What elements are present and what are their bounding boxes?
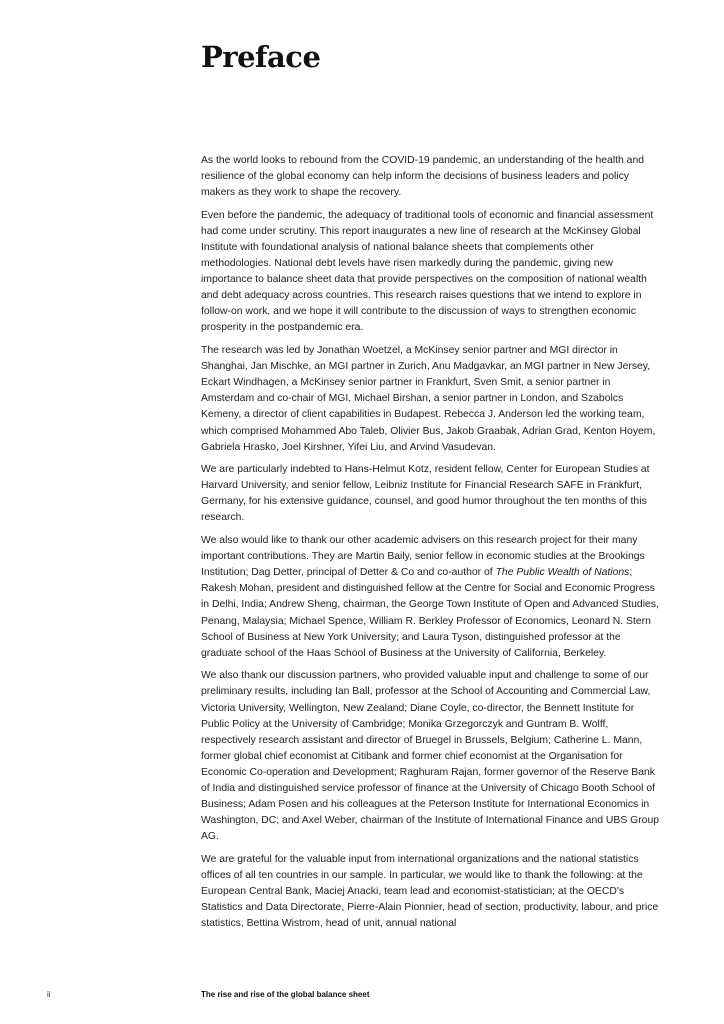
running-title: The rise and rise of the global balance sheet xyxy=(201,990,370,999)
paragraph-context: Even before the pandemic, the adequacy of traditional tools of economic and financial assessment had come under scrutiny. This report inaugurates a new line of research at the McKinsey Global Institute with foundational analysis of national balance sheets that complements other methodologies. National debt levels have risen markedly during the pandemic, giving new importance to balance sheet data that provide perspectives on the composition of national wealth and debt adequacy across countries. This research raises questions that we intend to explore in follow-on work, and we hope it will contribute to the discussion of ways to strengthen economic prosperity in the postpandemic era. xyxy=(201,209,654,334)
book-title: The Public Wealth of Nations xyxy=(495,567,630,579)
preface-body xyxy=(201,153,661,939)
page-number: ii xyxy=(47,990,51,999)
advisers-text-1: We also would like to thank our other academic advisers on this research project for their many important contributions. They are Martin Baily, senior fellow in economic studies at the Brookings Institution; Dag Detter, principal of Detter & Co and co-author of xyxy=(201,535,645,579)
paragraph-advisers xyxy=(201,533,661,662)
paragraph-discussion-partners: We also thank our discussion partners, who provided valuable input and challenge to some of our preliminary results, including Ian Ball, professor at the School of Accounting and Commercial Law, Victoria University, Wellington, New Zealand; Diane Coyle, co-director, the Bennett Institute for Public Policy at the University of Cambridge; Monika Grzegorczyk and Guntram B. Wolff, respectively research assistant and director of Bruegel in Brussels, Belgium; Catherine L. Mann, former global chief economist at Citibank and former chief economist at the Organisation for Economic Co-operation and Development; Raghuram Rajan, former governor of the Reserve Bank of India and distinguished service professor of finance at the University of Chicago Booth School of Business; Adam Posen and his colleagues at the Peterson Institute for International Economics in Washington, DC; and Axel Weber, chairman of the Institute of International Finance and UBS Group AG. xyxy=(201,670,660,843)
paragraph-intro: As the world looks to rebound from the COVID-19 pandemic, an understanding of the health and resilience of the global economy can help inform the decisions of business leaders and policy makers as they work to shape the recovery. xyxy=(201,155,645,199)
paragraph-kotz: We are particularly indebted to Hans-Helmut Kotz, resident fellow, Center for European Studies at Harvard University, and senior fellow, Leibniz Institute for Financial Research SAFE in Frankfurt, Germany, for his extensive guidance, counsel, and good humor throughout the ten months of this research. xyxy=(201,464,650,524)
advisers-text-2: ; Rakesh Mohan, president and distinguished fellow at the Centre for Social and Economic Progress in Delhi, India; Andrew Sheng, chairman, the George Town Institute of Open and Advanced Studies, Penang, Malaysia; Michael Spence, William R. Berkley Professor of Economics, Leonard N. Stern School of Business at New York University; and Laura Tyson, distinguished professor at the graduate school of the Haas School of Business at the University of California, Berkeley. xyxy=(201,567,659,659)
paragraph-research-team: The research was led by Jonathan Woetzel, a McKinsey senior partner and MGI director in Shanghai, Jan Mischke, an MGI partner in Zurich, Anu Madgavkar, an MGI partner in New Jersey, Eckart Windhagen, a McKinsey senior partner in Frankfurt, Sven Smit, a senior partner in Amsterdam and co-chair of MGI, Michael Birshan, a senior partner in London, and Szabolcs Kemeny, a director of client capabilities in Budapest. Rebecca J. Anderson led the working team, which comprised Mohammed Abo Taleb, Olivier Bus, Jakob Graabak, Adrian Grad, Kenton Hoyem, Gabriela Hrasko, Joel Kirshner, Yifei Liu, and Arvind Vasudevan. xyxy=(201,345,656,453)
page-title: Preface xyxy=(201,40,321,74)
paragraph-international-orgs: We are grateful for the valuable input from international organizations and the national statistics offices of all ten countries in our sample. In particular, we would like to thank the following: at the European Central Bank, Maciej Anacki, team lead and economist-statistician; at the OECD's Statistics and Data Directorate, Pierre-Alain Pionnier, head of section, productivity, labour, and price statistics, Bettina Wistrom, head of unit, annual national xyxy=(201,853,659,930)
